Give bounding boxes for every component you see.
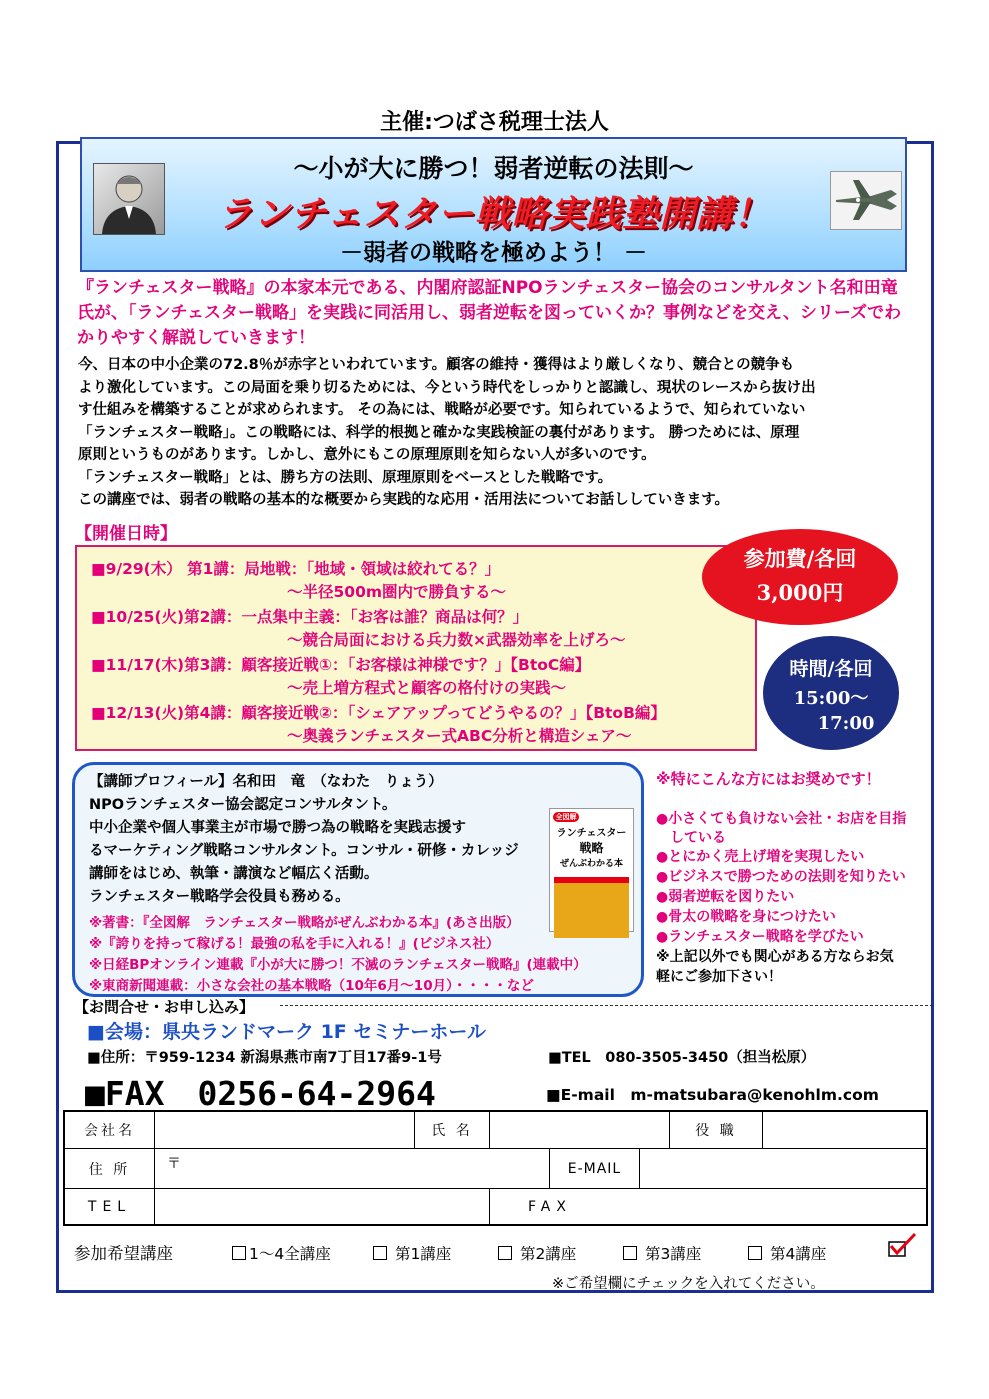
option-label: 第1講座 [394,1245,452,1263]
position-label: 役 職 [670,1112,763,1149]
title-banner [80,137,907,272]
profile-work: ※著書：『全図解 ランチェスター戦略がぜんぶわかる本』(あさ出版） [89,915,520,931]
body-text [78,354,908,512]
intro-text [77,276,927,351]
banner-subtitle2: －弱者の戦略を極めよう！ － [339,240,647,266]
intro-line: かりやすく解説していきます！ [77,328,315,348]
banner-subtitle: ～小が大に勝つ！弱者逆転の法則～ [293,154,694,183]
organizer: 主催:つばさ税理士法人 [380,110,609,135]
name-field[interactable] [490,1112,670,1149]
recommend-item: ●ランチェスター戦略を学びたい [656,929,864,945]
course-choice-label: 参加希望講座 [74,1244,173,1263]
venue: ■会場：県央ランドマーク 1F セミナーホール [87,1021,487,1043]
time-end: 17:00 [817,713,875,734]
check-note: ※ご希望欄にチェックを入れてください。 [552,1276,825,1292]
profile-work: ※東商新聞連載：小さな会社の基本戦略（10年6月～10月）・・・・など [89,978,534,994]
recommend-note: ※上記以外でも関心がある方ならお気 [656,949,894,965]
email: ■E-mail m-matsubara@kenohlm.com [546,1086,879,1104]
option-2[interactable] [498,1242,576,1264]
fax-field[interactable] [610,1189,926,1224]
session-sub: ～売上増方程式と顧客の格付けの実践～ [287,679,567,697]
profile-line: ランチェスター戦略学会役員も務める。 [89,889,350,905]
book-badge: 全図解 [553,812,579,822]
profile-line: 【講師プロフィール】名和田 竜 （なわた りょう） [89,774,443,790]
session-title: ■12/13(火)第4講：顧客接近戦②：「シェアアップってどうやるの？」【BtoB編】 [91,704,666,722]
profile-line: NPOランチェスター協会認定コンサルタント。 [89,797,397,813]
contact-heading: 【お問合せ・お申し込み】 [74,998,255,1016]
session-sub: ～半径500m圏内で勝負する～ [287,583,507,601]
option-label: 第3講座 [644,1245,702,1263]
option-label: 1～4全講座 [249,1245,331,1263]
book-cover [549,808,634,932]
time-start: 15:00～ [793,688,869,709]
recommend-item: ●骨太の戦略を身につけたい [656,909,836,925]
recommend-note: 軽にご参加下さい！ [656,969,782,985]
book-title1: ランチェスター [556,828,627,839]
checkbox[interactable] [748,1246,762,1260]
body-line: より激化しています。この局面を乗り切るためには、今という時代をしっかりと認識し、現状のレースから抜け出 [78,379,816,396]
postal-mark: 〒 [167,1156,184,1172]
tel-field[interactable] [155,1189,490,1224]
profile-line: 講師をはじめ、執筆・講演など幅広く活動。 [89,866,379,882]
telephone: ■TEL 080-3505-3450（担当松原） [548,1050,816,1066]
application-form [63,1110,928,1226]
email-field[interactable] [640,1149,926,1189]
book-title2: 戦略 [579,841,604,855]
recommend-item: ●弱者逆転を図りたい [656,889,795,905]
session-sub: ～奥義ランチェスター式ABC分析と構造シェア～ [287,727,632,745]
profile-work: ※『誇りを持って稼げる！最強の私を手に入れる！』(ビジネス社） [89,936,500,952]
recommend-heading: ※特にこんな方にはお奨めです！ [656,770,881,788]
body-line: 「ランチェスター戦略」。この戦略には、科学的根拠と確かな実践検証の裏付があります。 勝つためには、原理 [78,424,800,441]
position-field[interactable] [763,1112,926,1149]
company-label: 会社名 [65,1112,155,1149]
body-line: 今、日本の中小企業の72.8％が赤字といわれています。顧客の維持・獲得はより厳しくなり、競合との競争も [78,357,795,373]
fee-value: 3,000円 [756,580,844,605]
checkbox[interactable] [373,1246,387,1260]
tel-label: TEL [65,1189,155,1224]
book-title3: ぜんぶわかる本 [559,859,623,869]
name-label: 氏 名 [415,1112,490,1149]
option-label: 第4講座 [769,1245,827,1263]
schedule-box [75,545,757,751]
time-label: 時間/各回 [789,658,873,680]
body-line: 「ランチェスター戦略」とは、勝ち方の法則、原理原則をベースとした戦略です。 [78,469,613,486]
recommend-item: ●ビジネスで勝つための法則を知りたい [656,869,906,885]
recommend-item: ●小さくても負けない会社・お店を目指 [656,811,907,827]
checkmark-icon [887,1232,917,1260]
plane-photo [830,171,902,230]
company-field[interactable] [155,1112,415,1149]
fee-badge [702,529,898,625]
address: ■住所：〒959-1234 新潟県燕市南7丁目17番9-1号 [87,1050,442,1066]
recommend-item: ●とにかく売上げ増を実現したい [656,849,865,865]
body-line: 原則というものがあります。しかし、意外にもこの原理原則を知らない人が多いのです。 [78,447,656,463]
option-4[interactable] [748,1242,826,1264]
body-line: この講座では、弱者の戦略の基本的な概要から実践的な応用・活用法についてお話ししていきます。 [78,492,730,508]
portrait-photo [93,163,165,235]
option-1[interactable] [373,1242,451,1264]
session-title: ■11/17(木)第3講：顧客接近戦①：「お客様は神様です？」【BtoC編】 [91,656,591,674]
time-badge [763,636,899,750]
recommend-item: している [656,830,726,846]
session-title: ■10/25(火)第2講：一点集中主義：「お客は誰？商品は何？」 [91,608,529,626]
session-title: ■9/29(木） 第1講：局地戦：「地域・領域は絞れてる？」 [91,560,501,578]
body-line: す仕組みを構築することが求められます。 その為には、戦略が必要です。知られているようで、知られていない [78,402,806,418]
intro-line: 『ランチェスター戦略』の本家本元である、内閣府認証NPOランチェスター協会のコンサルタント名和田竜 [77,278,898,298]
profile-line: るマーケティング戦略コンサルタント。コンサル・研修・カレッジ [89,843,519,859]
profile-line: 中小企業や個人事業主が市場で勝つ為の戦略を実践志援す [89,820,466,836]
profile-work: ※日経BPオンライン連載『小が大に勝つ！不滅のランチェスター戦略』(連載中） [89,957,587,973]
email-label: E-MAIL [550,1149,640,1189]
option-all[interactable] [232,1242,331,1264]
fax-label: FAX [528,1198,572,1215]
address-field[interactable] [155,1149,550,1189]
option-label: 第2講座 [519,1245,577,1263]
option-3[interactable] [623,1242,701,1264]
session-sub: ～競合局面における兵力数×武器効率を上げろ～ [287,631,626,649]
checkbox[interactable] [623,1246,637,1260]
fax-number: ■FAX 0256-64-2964 [85,1074,436,1113]
dashed-divider [280,1005,933,1006]
address-label: 住 所 [65,1149,155,1189]
fee-label: 参加費/各回 [743,546,857,571]
intro-line: 氏が、「ランチェスター戦略」を実践に同活用し、弱者逆転を図っていくか？事例などを交え、シリーズでわ [77,303,902,323]
checkbox[interactable] [232,1246,246,1260]
banner-title: ランチェスター戦略実践塾開講！ [216,194,771,235]
schedule-heading: 【開催日時】 [75,524,177,544]
checkbox[interactable] [498,1246,512,1260]
